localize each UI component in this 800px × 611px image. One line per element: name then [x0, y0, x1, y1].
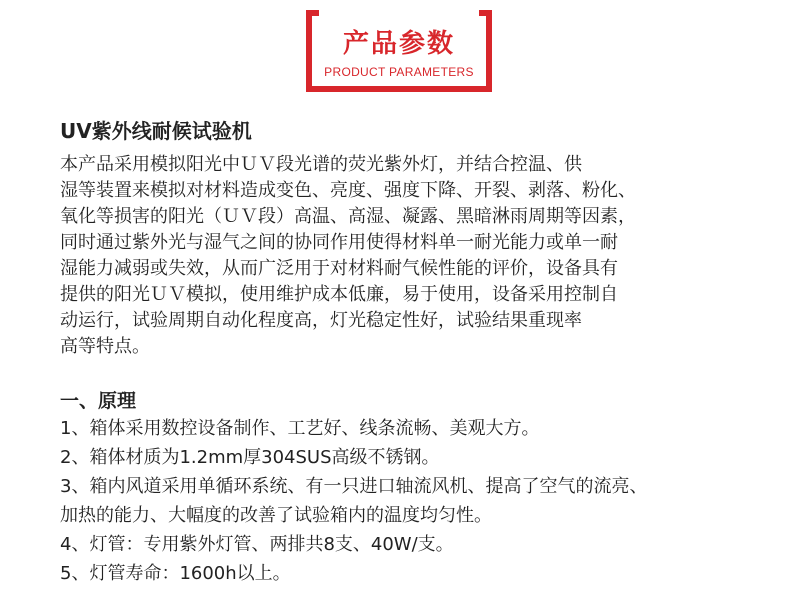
product-title: UV紫外线耐候试验机 — [60, 119, 252, 143]
product-description — [60, 152, 780, 360]
principle-section-title: 一、原理 — [60, 390, 137, 412]
description-line: 动运行，试验周期自动化程度高，灯光稳定性好，试验结果重现率 — [60, 310, 582, 331]
list-item: 1、箱体采用数控设备制作、工艺好、线条流畅、美观大方。 — [60, 418, 540, 439]
description-line: 氧化等损害的阳光（ＵＶ段）高温、高湿、凝露、黑暗淋雨周期等因素， — [60, 206, 636, 227]
header-frame-gap — [319, 0, 479, 22]
description-line: 湿等装置来模拟对材料造成变色、亮度、强度下降、开裂、剥落、粉化、 — [60, 180, 636, 201]
page-header-subtitle: PRODUCT PARAMETERS — [324, 65, 474, 79]
description-line: 本产品采用模拟阳光中ＵＶ段光谱的荧光紫外灯，并结合控温、供 — [60, 154, 582, 175]
list-item: 加热的能力、大幅度的改善了试验箱内的温度均匀性。 — [60, 505, 492, 526]
main-content — [60, 116, 780, 588]
list-item: 3、箱内风道采用单循环系统、有一只进口轴流风机、提高了空气的流亮、 — [60, 476, 648, 497]
description-line: 高等特点。 — [60, 336, 150, 357]
description-line: 提供的阳光ＵＶ模拟，使用维护成本低廉，易于使用，设备采用控制自 — [60, 284, 618, 305]
list-item: 4、灯管：专用紫外灯管、两排共8支、40W/支。 — [60, 534, 454, 555]
list-item: 5、灯管寿命：1600h以上。 — [60, 563, 291, 584]
description-line: 同时通过紫外光与湿气之间的协同作用使得材料单一耐光能力或单一耐 — [60, 232, 618, 253]
list-item: 2、箱体材质为1.2mm厚304SUS高级不锈钢。 — [60, 447, 440, 468]
description-line: 湿能力减弱或失效，从而广泛用于对材料耐气候性能的评价，设备具有 — [60, 258, 618, 279]
principle-list — [60, 414, 780, 588]
page-header-title: 产品参数 — [342, 29, 455, 59]
